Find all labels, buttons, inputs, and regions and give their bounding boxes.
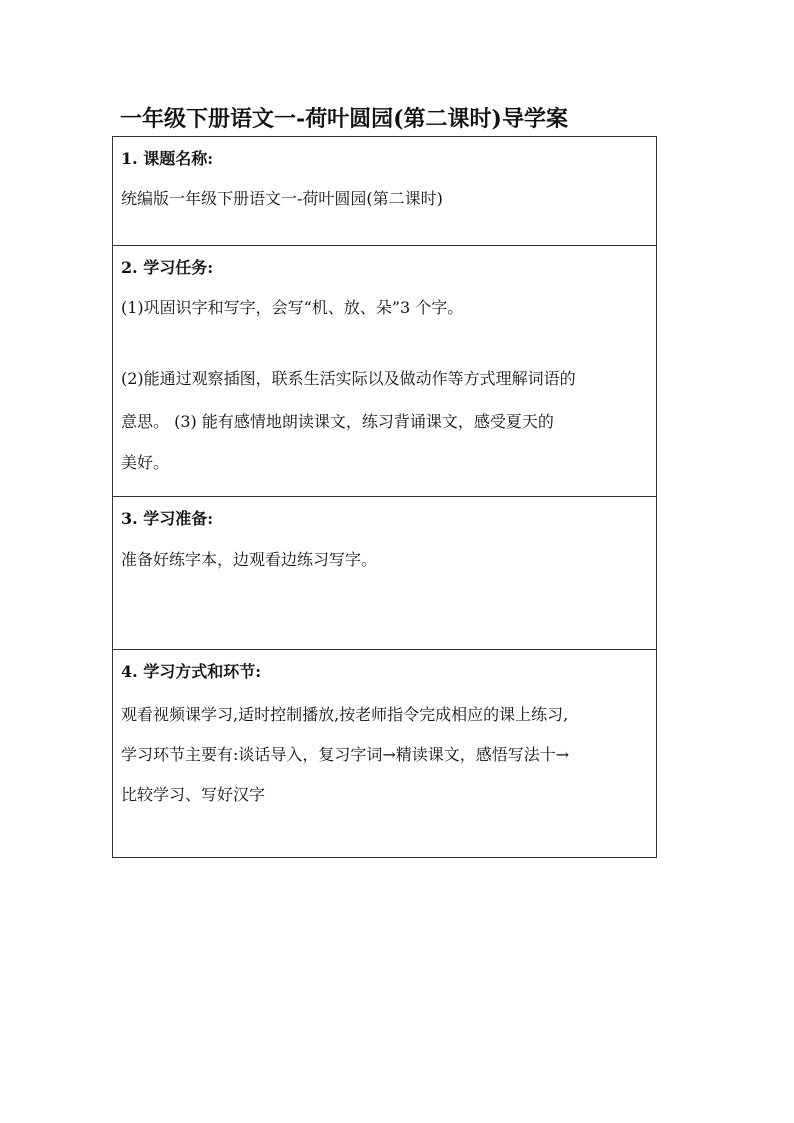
section-heading: 4. 学习方式和环节: xyxy=(121,662,262,681)
section-learning-preparation xyxy=(113,496,656,649)
section-text-line: 美好。 xyxy=(121,453,170,472)
section-text-line: 统编版一年级下册语文一-荷叶圆园(第二课时) xyxy=(121,189,443,208)
section-learning-tasks xyxy=(113,245,656,496)
section-text-line: (2)能通过观察插图，联系生活实际以及做动作等方式理解词语的 xyxy=(121,369,576,388)
section-text-line: (1)巩固识字和写字，会写“机、放、朵”3 个字。 xyxy=(121,298,464,317)
section-heading: 1. 课题名称: xyxy=(121,149,214,168)
section-learning-method xyxy=(113,649,656,857)
section-text-line: 意思。 (3) 能有感情地朗读课文，练习背诵课文，感受夏天的 xyxy=(121,412,554,431)
section-heading: 3. 学习准备: xyxy=(121,509,214,528)
section-heading: 2. 学习任务: xyxy=(121,258,214,277)
section-text-line: 观看视频课学习,适时控制播放,按老师指令完成相应的课上练习, xyxy=(121,705,569,724)
study-plan-table xyxy=(112,136,657,858)
section-text-line: 准备好练字本，边观看边练习写字。 xyxy=(121,550,378,569)
page-title: 一年级下册语文一-荷叶圆园(第二课时)导学案 xyxy=(120,106,568,132)
section-topic-name xyxy=(113,137,656,245)
section-text-line: 学习环节主要有:谈话导入，复习字词→精读课文，感悟写法十→ xyxy=(121,745,570,764)
section-text-line: 比较学习、写好汉字 xyxy=(121,785,266,804)
